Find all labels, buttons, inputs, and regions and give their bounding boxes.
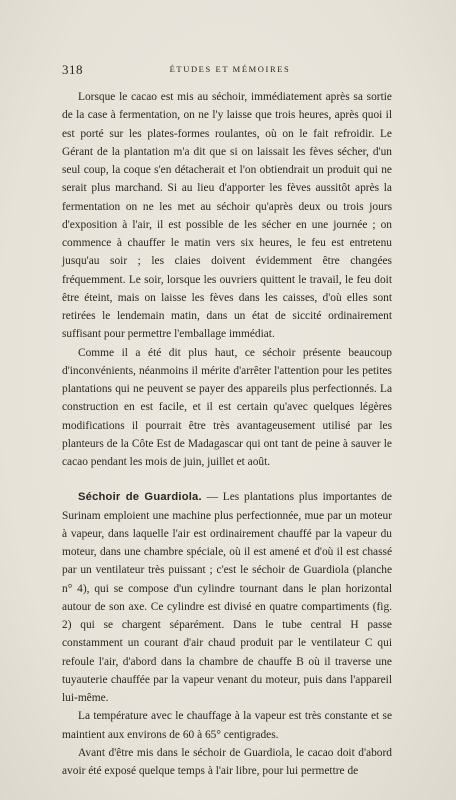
paragraph-4	[62, 707, 392, 744]
paragraph-5	[62, 744, 392, 781]
page-header	[62, 62, 398, 78]
section-heading: Séchoir de Guardiola.	[78, 491, 202, 504]
paragraph-text: La température avec le chauffage à la vapeur est très constante et se maintient aux environs de 60 à 65° centigrades.	[62, 710, 392, 741]
paragraph-1	[62, 88, 392, 344]
paragraph-2	[62, 344, 392, 472]
body-text	[62, 88, 392, 780]
paragraph-text: — Les plantations plus importantes de Surinam emploient une machine plus perfectionnée, mue par un moteur à vapeur, dans laquelle l'air est ordinairement chauffé par la vapeur du moteur, dans une chambre spéciale, où il est amené et d'où il est chassé par un ventilateur très puissant ; c'est le séchoir de Guardiola (planche n° 4), qui se compose d'un cylindre tournant dans le plan horizontal autour de son axe. Ce cylindre est divisé en quatre compartiments (fig. 2) qui se chargent séparément. Dans le tube central H passe constamment un courant d'air chaud produit par le ventilateur C qui refoule l'air, d'abord dans la chambre de chauffe B où il traverse une tuyauterie chauffée par la vapeur venant du moteur, puis dans l'appareil lui-même.	[62, 491, 392, 704]
running-title: ÉTUDES ET MÉMOIRES	[169, 64, 291, 74]
paragraph-text: Avant d'être mis dans le séchoir de Guardiola, le cacao doit d'abord avoir été exposé quelque temps à l'air libre, pour lui permettre de	[62, 746, 392, 777]
paragraph-text: Lorsque le cacao est mis au séchoir, immédiatement après sa sortie de la case à fermentation, on ne l'y laisse que trois heures, après quoi il est porté sur les plates-formes roulantes, où on le fait refroidir. Le Gérant de la plantation m'a dit que si on laissait les fèves sécher, d'un seul coup, la coque s'en détacherait et l'on obtiendrait un produit qui ne serait plus marchand. Si au lieu d'apporter les fèves aussitôt après la fermentation on ne les met au séchoir qu'après deux ou trois jours d'exposition à l'air, il est possible de les sécher en une journée ; on commence à chauffer le matin vers six heures, le feu est entretenu jusqu'au soir ; les claies doivent évidemment être changées fréquemment. Le soir, lorsque les ouvriers quittent le travail, le feu doit être éteint, mais on laisse les fèves dans les caisses, d'où elles sont retirées le lendemain matin, dans un état de siccité ordinairement suffisant pour permettre l'emballage immédiat.	[62, 91, 392, 341]
paragraph-text: Comme il a été dit plus haut, ce séchoir présente beaucoup d'inconvénients, néanmoins il mérite d'arrêter l'attention pour les petites plantations qui ne peuvent se payer des appareils plus perfectionnés. La construction en est facile, et il est certain qu'avec quelques légères modifications il pourrait être très avantageusement utilisé par les planteurs de la Côte Est de Madagascar qui ont tant de peine à sauver le cacao pendant les mois de juin, juillet et août.	[62, 346, 392, 468]
paragraph-3	[62, 488, 392, 707]
page-number: 318	[62, 62, 83, 77]
